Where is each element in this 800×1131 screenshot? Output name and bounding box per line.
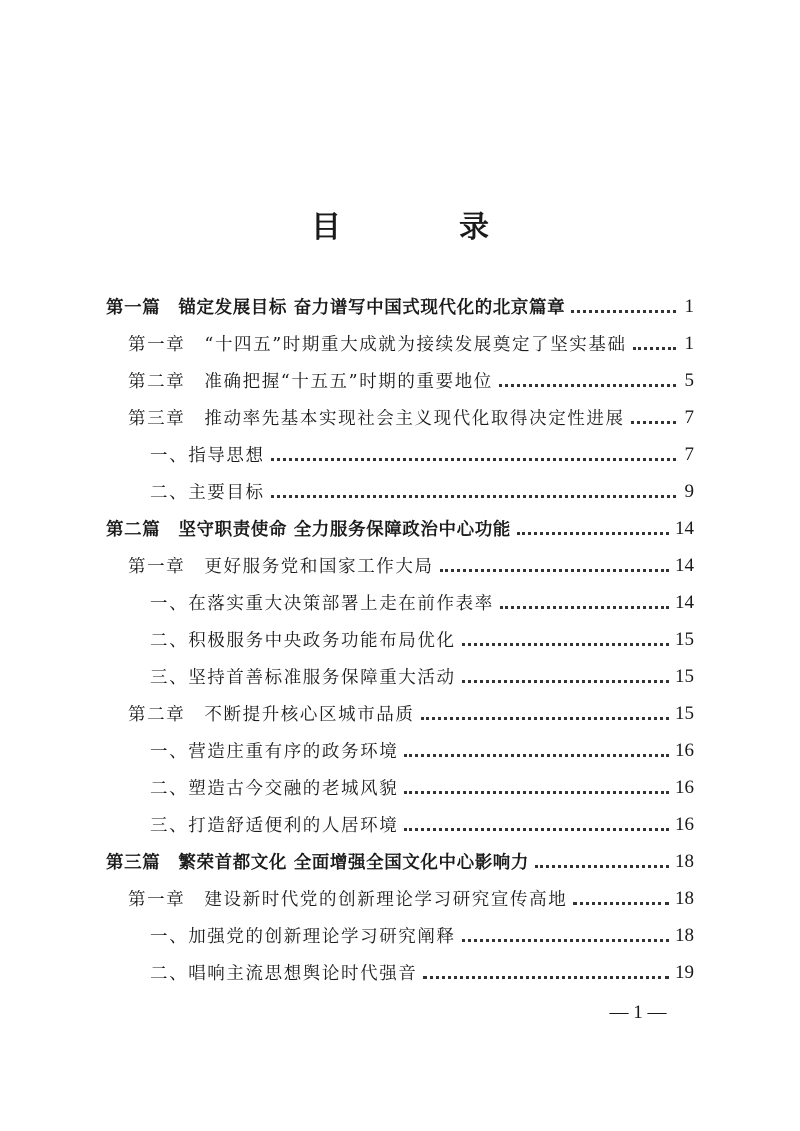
toc-entry-part[interactable] (106, 843, 694, 880)
toc-leader-dots (500, 606, 669, 609)
toc-page-number: 9 (684, 480, 694, 502)
toc-entry-section[interactable] (150, 658, 694, 695)
toc-entry-section[interactable] (150, 732, 694, 769)
toc-entry-chapter[interactable] (128, 399, 694, 436)
toc-entry-section[interactable] (150, 954, 694, 991)
page-title: 目 录 (311, 210, 533, 245)
toc-leader-dots (423, 976, 669, 979)
toc-page-number: 15 (675, 702, 694, 724)
toc-entry-title: 三、坚持首善标准服务保障重大活动 (150, 668, 456, 688)
toc-leader-dots (462, 643, 669, 646)
toc-entry-title: 第三章 推动率先基本实现社会主义现代化取得决定性进展 (128, 409, 625, 429)
toc-entry-title: 第一篇 锚定发展目标 奋力谱写中国式现代化的北京篇章 (106, 298, 566, 318)
toc-entry-section[interactable] (150, 917, 694, 954)
toc-entry-chapter[interactable] (128, 695, 694, 732)
toc-page-number: 15 (675, 665, 694, 687)
toc-page-number: 16 (675, 739, 694, 761)
toc-entry-title: 一、营造庄重有序的政务环境 (150, 742, 399, 762)
toc-leader-dots (271, 495, 676, 498)
toc-entry-section[interactable] (150, 436, 694, 473)
toc-entry-title: 一、加强党的创新理论学习研究阐释 (150, 927, 456, 947)
toc-entry-title: 第一章 建设新时代党的创新理论学习研究宣传高地 (128, 890, 568, 910)
toc-leader-dots (631, 421, 676, 424)
toc-leader-dots (404, 828, 669, 831)
toc-entry-chapter[interactable] (128, 880, 694, 917)
toc-leader-dots (462, 680, 669, 683)
toc-leader-dots (571, 310, 676, 313)
footer-page-number: — 1 — (609, 1002, 667, 1023)
toc-leader-dots (573, 902, 669, 905)
toc-entry-title: 第三篇 繁荣首都文化 全面增强全国文化中心影响力 (106, 853, 529, 873)
toc-entry-chapter[interactable] (128, 547, 694, 584)
toc-entry-section[interactable] (150, 621, 694, 658)
toc-entry-title: 第一章 “十四五”时期重大成就为接续发展奠定了坚实基础 (128, 335, 627, 355)
toc-entry-part[interactable] (106, 510, 694, 547)
toc-leader-dots (421, 717, 670, 720)
toc-entry-section[interactable] (150, 769, 694, 806)
toc-entry-title: 第二篇 坚守职责使命 全力服务保障政治中心功能 (106, 520, 511, 540)
toc-page-number: 14 (675, 554, 694, 576)
toc-entry-title: 二、唱响主流思想舆论时代强音 (150, 964, 418, 984)
toc-page-number: 16 (675, 776, 694, 798)
toc-leader-dots (517, 532, 669, 535)
toc-leader-dots (633, 347, 676, 350)
toc-entry-title: 一、在落实重大决策部署上走在前作表率 (150, 594, 494, 614)
toc-leader-dots (271, 458, 676, 461)
toc-leader-dots (462, 939, 669, 942)
toc-page-number: 16 (675, 813, 694, 835)
toc-entry-title: 二、塑造古今交融的老城风貌 (150, 779, 399, 799)
toc-page-number: 1 (684, 332, 694, 354)
toc-entry-section[interactable] (150, 584, 694, 621)
toc-page-number: 14 (675, 517, 694, 539)
toc-entry-title: 第一章 更好服务党和国家工作大局 (128, 557, 434, 577)
toc-page-number: 15 (675, 628, 694, 650)
toc-page-number: 19 (675, 961, 694, 983)
toc-entry-title: 二、主要目标 (150, 483, 265, 503)
toc-entry-title: 二、积极服务中央政务功能布局优化 (150, 631, 456, 651)
toc-leader-dots (535, 865, 669, 868)
toc-entry-chapter[interactable] (128, 325, 694, 362)
toc-entry-section[interactable] (150, 806, 694, 843)
toc-entry-title: 一、指导思想 (150, 446, 265, 466)
toc-page-number: 18 (675, 850, 694, 872)
toc-leader-dots (440, 569, 669, 572)
toc-page-number: 1 (684, 295, 694, 317)
toc-entry-title: 第二章 准确把握“十五五”时期的重要地位 (128, 372, 493, 392)
toc-page-number: 7 (684, 406, 694, 428)
toc-entry-part[interactable] (106, 288, 694, 325)
toc-page-number: 14 (675, 591, 694, 613)
toc-leader-dots (404, 791, 669, 794)
toc-page-number: 18 (675, 924, 694, 946)
toc-entry-chapter[interactable] (128, 362, 694, 399)
toc-entry-title: 三、打造舒适便利的人居环境 (150, 816, 399, 836)
toc-page-number: 18 (675, 887, 694, 909)
toc-leader-dots (404, 754, 669, 757)
toc-entry-section[interactable] (150, 473, 694, 510)
toc-entry-title: 第二章 不断提升核心区城市品质 (128, 705, 415, 725)
toc-page-number: 7 (684, 443, 694, 465)
toc-page-number: 5 (684, 369, 694, 391)
toc-leader-dots (499, 384, 676, 387)
